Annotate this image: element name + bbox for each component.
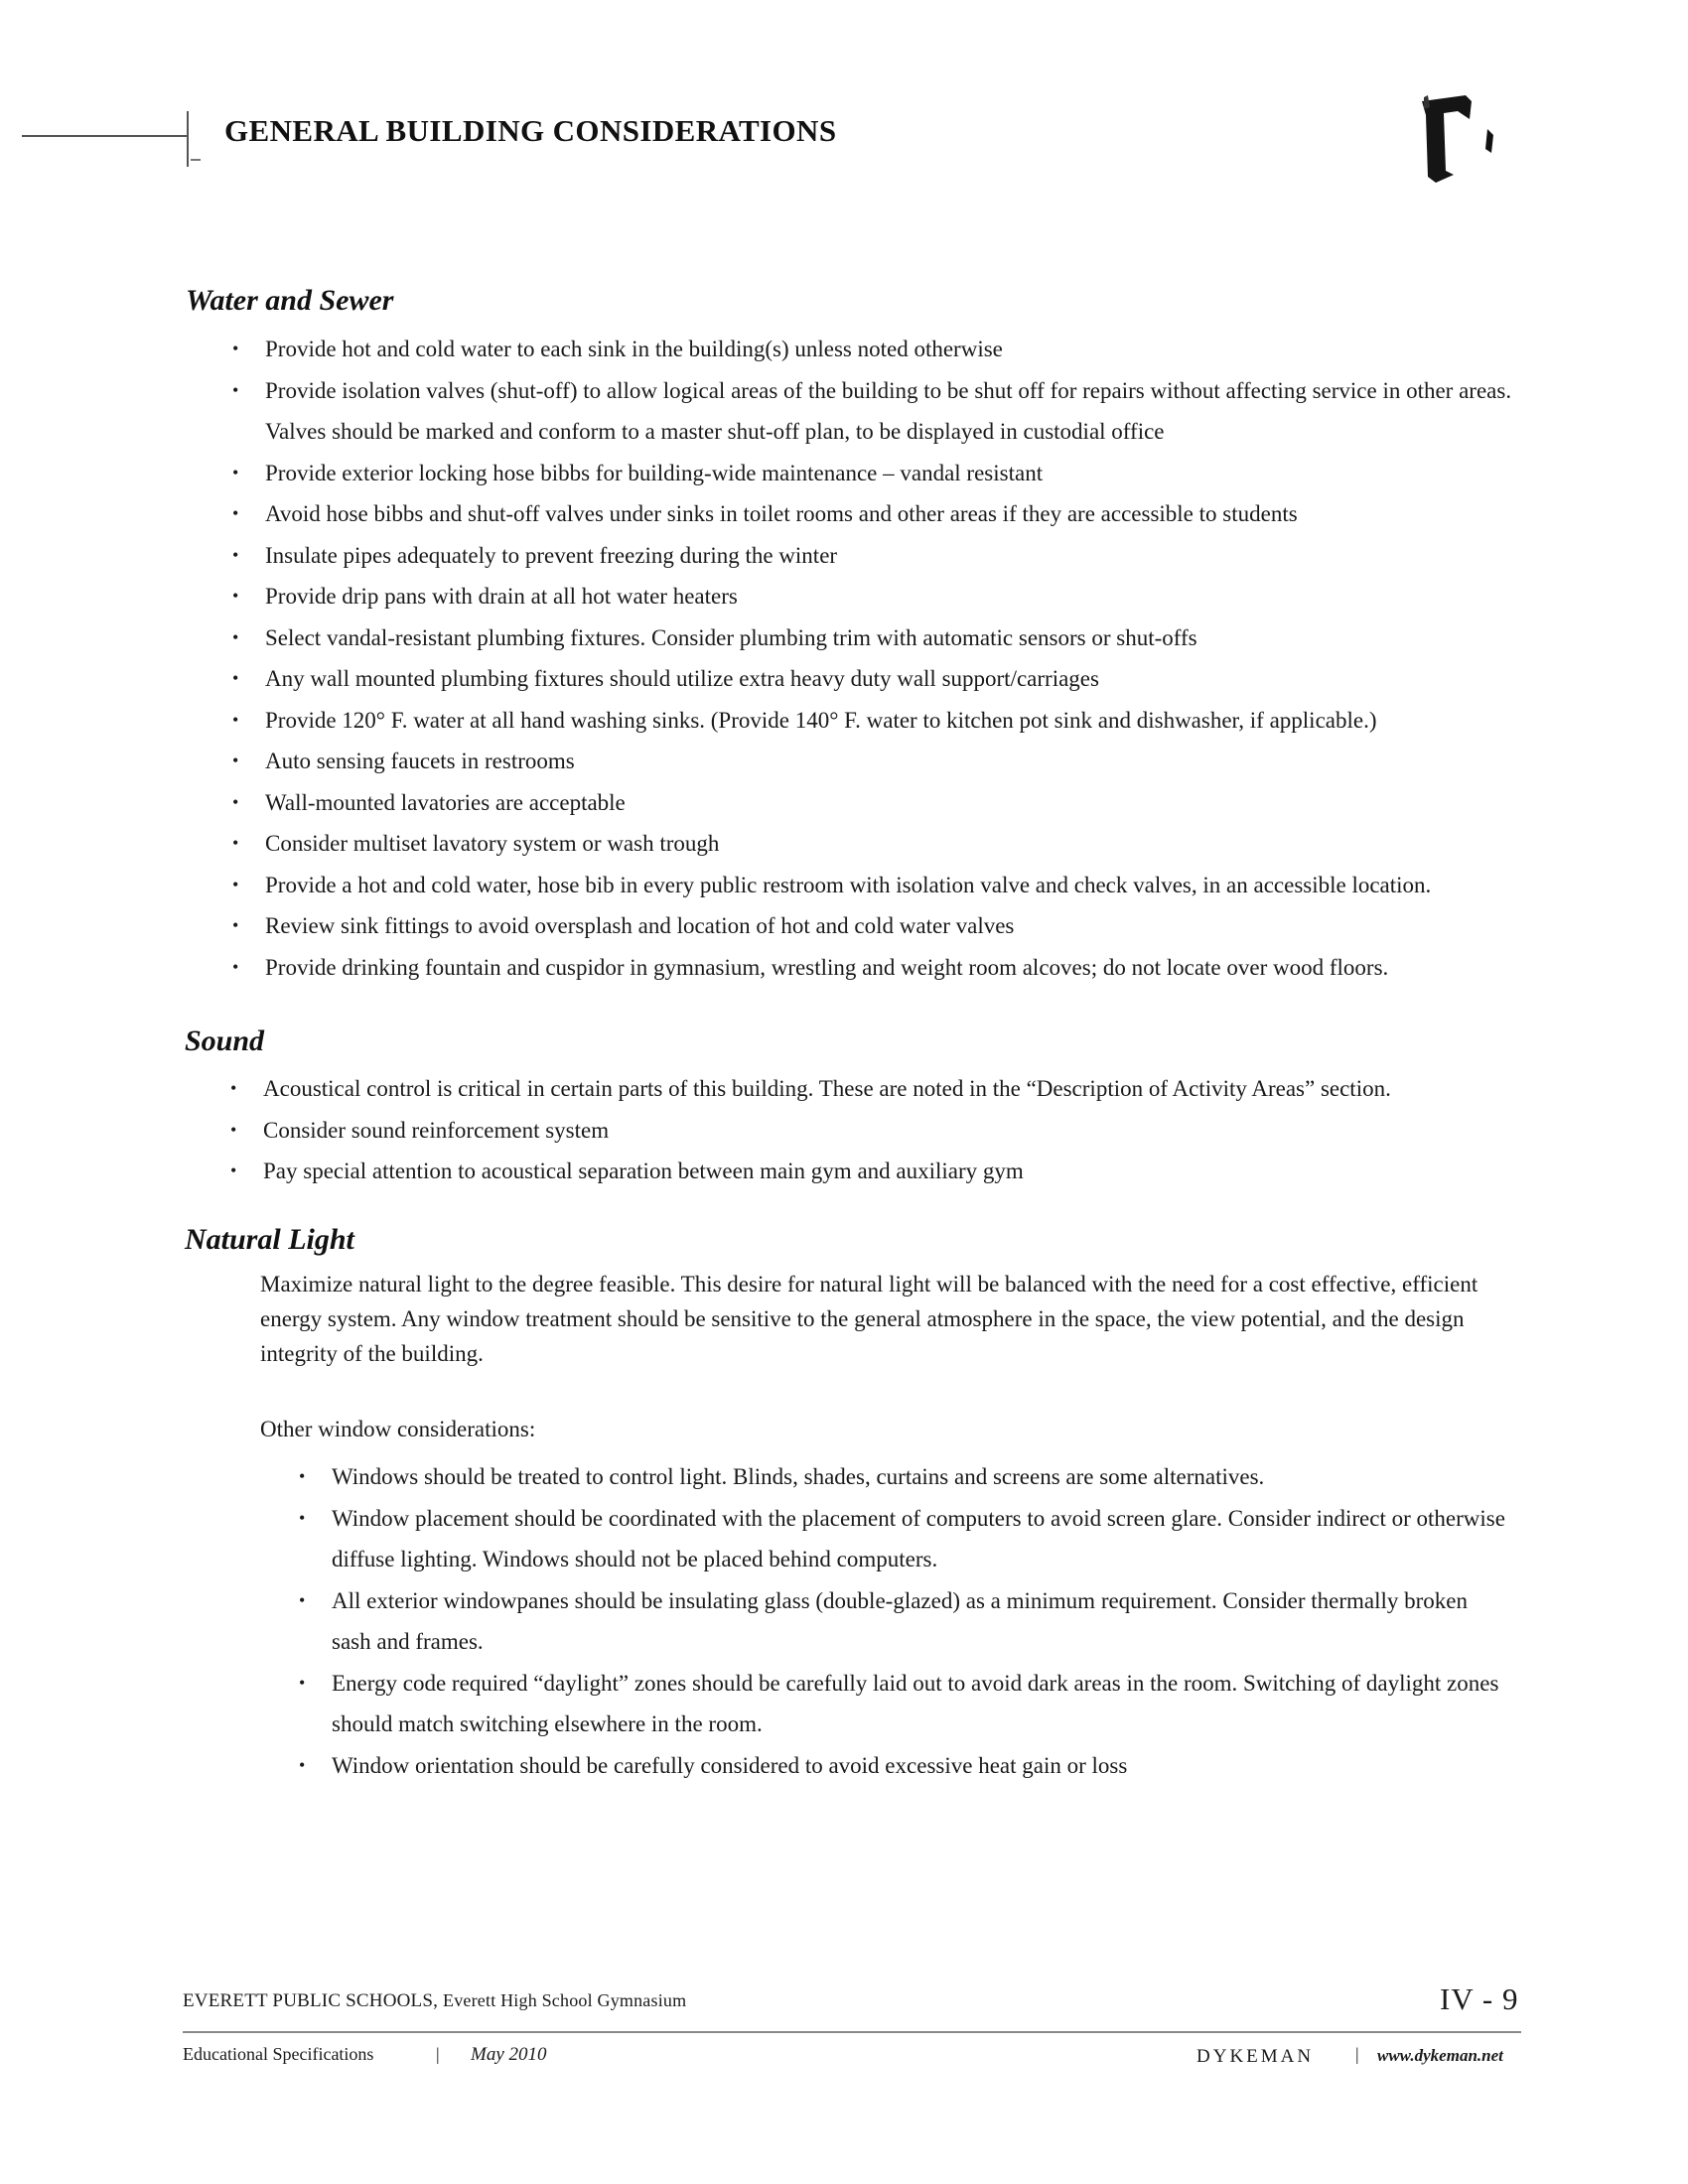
- natural-light-paragraph: Maximize natural light to the degree feasible. This desire for natural light will be balanced with the need for a cost effective, efficient energy system. Any window treatment should be sensitive to the general atmosphere in the space, the view potential, and the design integrity of the building.: [260, 1272, 1478, 1366]
- list-item: • Provide drinking fountain and cuspidor in gymnasium, wrestling and weight room alcoves; do not locate over wood floors.: [232, 947, 1523, 989]
- window-considerations-list: [299, 1456, 1510, 1786]
- list-item: • Provide hot and cold water to each sink in the building(s) unless noted otherwise: [232, 329, 1523, 370]
- list-item: • Auto sensing faucets in restrooms: [232, 741, 1523, 782]
- footer-rule: [183, 2031, 1521, 2033]
- heading-natural-light: Natural Light: [185, 1223, 354, 1256]
- water-sewer-list: [232, 329, 1523, 988]
- list-item: • Wall-mounted lavatories are acceptable: [232, 782, 1523, 824]
- header-tick-mark-small: [191, 159, 201, 161]
- header-rule: [22, 135, 187, 137]
- list-item: • Review sink fittings to avoid oversplash and location of hot and cold water valves: [232, 905, 1523, 947]
- header-tick-mark: [187, 111, 189, 167]
- list-item: • Select vandal-resistant plumbing fixtures. Consider plumbing trim with automatic sensors or shut-offs: [232, 617, 1523, 659]
- list-item: • Avoid hose bibbs and shut-off valves under sinks in toilet rooms and other areas if they are accessible to students: [232, 493, 1523, 535]
- list-item: • Consider multiset lavatory system or wash trough: [232, 823, 1523, 865]
- footer-project: Everett High School Gymnasium: [443, 1990, 687, 2010]
- list-item: • Provide exterior locking hose bibbs for building-wide maintenance – vandal resistant: [232, 453, 1523, 494]
- list-item: • Provide 120° F. water at all hand washing sinks. (Provide 140° F. water to kitchen pot sink and dishwasher, if applicable.): [232, 700, 1523, 742]
- list-item: • Window orientation should be carefully considered to avoid excessive heat gain or loss: [299, 1745, 1510, 1787]
- footer-date: May 2010: [471, 2044, 547, 2065]
- other-window-considerations-label: Other window considerations:: [260, 1417, 536, 1441]
- footer-separator: |: [436, 2044, 440, 2064]
- heading-sound: Sound: [185, 1024, 265, 1057]
- list-item: • Consider sound reinforcement system: [230, 1110, 1521, 1152]
- section-c-tab-icon: [1414, 93, 1499, 193]
- list-item: • Window placement should be coordinated with the placement of computers to avoid screen glare. Consider indirect or otherwise diffuse lighting. Windows should not be placed behind computers.: [299, 1498, 1510, 1580]
- list-item: • Acoustical control is critical in certain parts of this building. These are noted in the “Description of Activity Areas” section.: [230, 1068, 1521, 1110]
- footer-org: EVERETT PUBLIC SCHOOLS,: [183, 1990, 439, 2011]
- footer-organization: [183, 1990, 686, 2012]
- list-item: • Insulate pipes adequately to prevent freezing during the winter: [232, 535, 1523, 577]
- footer-website-link[interactable]: www.dykeman.net: [1377, 2046, 1503, 2065]
- list-item: • Windows should be treated to control light. Blinds, shades, curtains and screens are some alternatives.: [299, 1456, 1510, 1498]
- page-number: IV - 9: [1440, 1981, 1519, 2016]
- heading-water-and-sewer: Water and Sewer: [186, 284, 394, 317]
- footer-separator: |: [1355, 2044, 1359, 2064]
- list-item: • Any wall mounted plumbing fixtures should utilize extra heavy duty wall support/carriages: [232, 658, 1523, 700]
- list-item: • Provide isolation valves (shut-off) to allow logical areas of the building to be shut off for repairs without affecting service in other areas. Valves should be marked and conform to a master shut-off plan, to be displayed in custodial office: [232, 370, 1523, 453]
- footer-doc-type: Educational Specifications: [183, 2044, 374, 2064]
- list-item: • Pay special attention to acoustical separation between main gym and auxiliary gym: [230, 1151, 1521, 1192]
- sound-list: [230, 1068, 1521, 1192]
- list-item: • Provide drip pans with drain at all hot water heaters: [232, 576, 1523, 617]
- list-item: • Energy code required “daylight” zones should be carefully laid out to avoid dark areas in the room. Switching of daylight zones should match switching elsewhere in the room.: [299, 1663, 1510, 1745]
- footer-firm-name: DYKEMAN: [1196, 2046, 1315, 2067]
- list-item: • Provide a hot and cold water, hose bib in every public restroom with isolation valve and check valves, in an accessible location.: [232, 865, 1523, 906]
- page-title: GENERAL BUILDING CONSIDERATIONS: [224, 113, 837, 148]
- list-item: • All exterior windowpanes should be insulating glass (double-glazed) as a minimum requirement. Consider thermally broken sash and frames.: [299, 1580, 1510, 1663]
